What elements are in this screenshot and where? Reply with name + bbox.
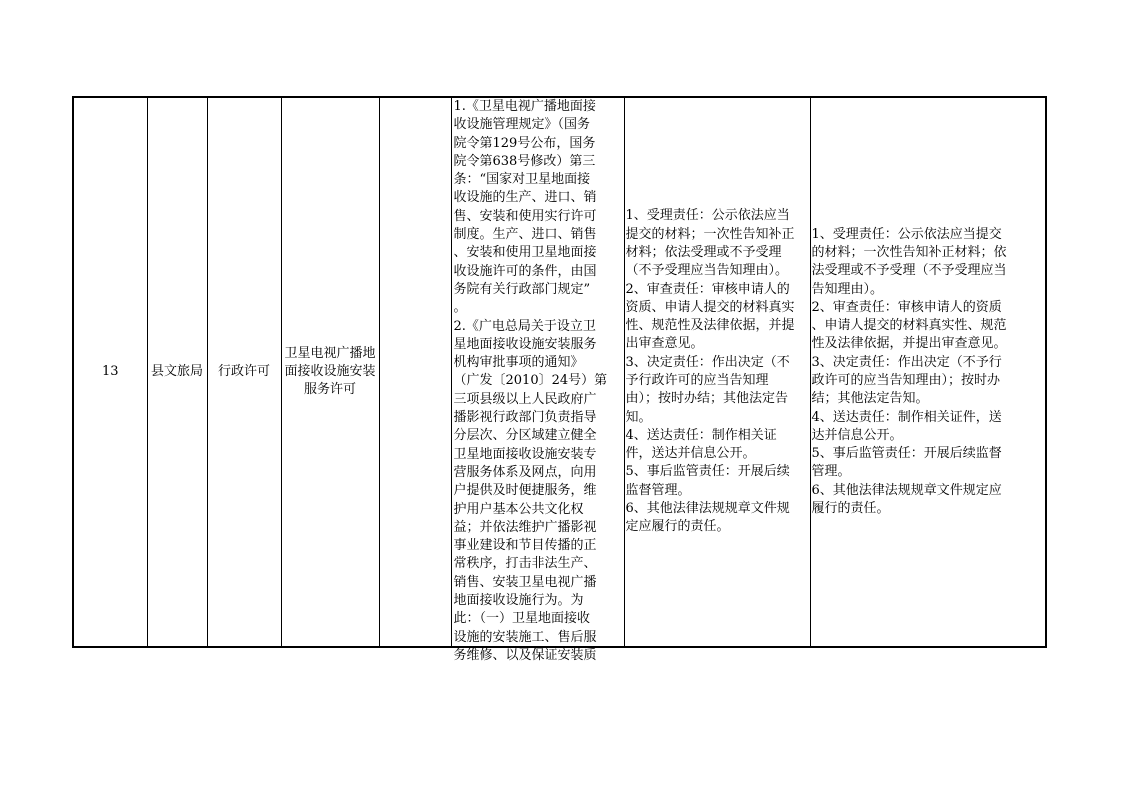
responsibility-line: 资质、申请人提交的材料真实 [625, 299, 795, 315]
legal-basis-line: 院令第129号公布，国务 [453, 135, 596, 151]
legal-basis-line: 事业建设和节目传播的正 [453, 538, 597, 554]
legal-basis-line: 此：（一）卫星地面接收 [453, 611, 591, 627]
responsibility-line: 6、其他法律法规规章文件规 [625, 501, 790, 517]
responsibility-detail-line: 结；其他法定告知。 [811, 391, 929, 407]
table-row [73, 97, 1046, 647]
responsibility-line: 出审查意见。 [625, 336, 704, 352]
responsibility-detail-line: 管理。 [811, 464, 851, 480]
responsibility-line: 1、受理责任：公示依法应当 [625, 208, 790, 224]
legal-basis-line: 机构审批事项的通知》 [453, 355, 584, 371]
responsibility-detail-line: 履行的责任。 [811, 501, 890, 517]
item-name: 卫星电视广播地面接收设施安装服务许可 [284, 345, 376, 398]
legal-basis-line: 三项县级以上人民政府广 [453, 391, 597, 407]
legal-basis-line: 、安装和使用卫星地面接 [453, 245, 597, 261]
legal-basis-line: 收设施管理规定》（国务 [453, 117, 591, 133]
responsibility-line: （不予受理应当告知理由）。 [625, 263, 789, 279]
legal-basis-text [453, 98, 623, 663]
responsibility-line: 由）；按时办结；其他法定告 [625, 391, 789, 407]
responsibility-line: 3、决定责任：作出决定（不 [625, 354, 790, 370]
row-index: 13 [101, 363, 119, 379]
authority-list-table [72, 96, 1047, 663]
legal-basis-line: 地面接收设施行为。为 [453, 593, 584, 609]
legal-basis-line: 益；并依法维护广播影视 [453, 519, 597, 535]
responsibility-detail-cell [810, 97, 1046, 647]
responsibility-detail-line: 3、决定责任：作出决定（不予行 [811, 354, 1002, 370]
legal-basis-line: 分层次、分区域建立健全 [453, 428, 597, 444]
legal-basis-line: 务院有关行政部门规定” [453, 281, 591, 297]
legal-basis-line: 务维修、以及保证安装质 [453, 647, 597, 663]
legal-basis-line: 制度。生产、进口、销售 [453, 227, 597, 243]
legal-basis-line: 收设施许可的条件，由国 [453, 263, 597, 279]
responsibility-line: 知。 [625, 409, 652, 425]
responsibility-text [626, 207, 809, 536]
power-category: 行政许可 [217, 363, 270, 379]
legal-basis-line: 常秩序，打击非法生产、 [453, 556, 597, 572]
legal-basis-line: 。 [453, 300, 467, 316]
responsibility-detail-line: 达并信息公开。 [811, 427, 903, 443]
item-name-cell [281, 97, 379, 647]
legal-basis-line: 播影视行政部门负责指导 [453, 410, 597, 426]
sub-item-cell [379, 97, 451, 647]
responsibility-line: 材料；依法受理或不予受理 [625, 244, 782, 260]
legal-basis-line: 1.《卫星电视广播地面接 [453, 99, 596, 114]
legal-basis-line: （广发〔2010〕24号）第 [453, 373, 608, 389]
responsibility-line: 2、审查责任：审核申请人的 [625, 281, 790, 297]
legal-basis-line: 2.《广电总局关于设立卫 [453, 318, 596, 334]
legal-basis-line: 售、安装和使用实行许可 [453, 208, 597, 224]
legal-basis-line: 销售、安装卫星电视广播 [453, 574, 597, 590]
legal-basis-cell [451, 97, 624, 663]
legal-basis-line: 护用户基本公共文化权 [453, 501, 584, 517]
legal-basis-line: 卫星地面接收设施安装专 [453, 446, 597, 462]
responsibility-line: 4、送达责任：制作相关证 [625, 427, 777, 443]
responsibility-detail-line: 5、事后监管责任：开展后续监督 [811, 446, 1002, 462]
responsibility-detail-text [812, 226, 1045, 519]
category-cell [207, 97, 281, 647]
row-index-cell [73, 97, 147, 647]
responsibility-detail-line: 2、审查责任：审核申请人的资质 [811, 299, 1002, 315]
responsibility-line: 提交的材料；一次性告知补正 [625, 226, 795, 242]
legal-basis-line: 收设施的生产、进口、销 [453, 190, 597, 206]
responsibility-detail-line: 6、其他法律法规规章文件规定应 [811, 482, 1002, 498]
responsibility-line: 5、事后监管责任：开展后续 [625, 464, 790, 480]
legal-basis-line: 设施的安装施工、售后服 [453, 629, 597, 645]
legal-basis-line: 营服务体系及网点，向用 [453, 464, 597, 480]
responsibility-detail-line: 政许可的应当告知理由）；按时办 [811, 373, 1001, 388]
responsibility-detail-line: 告知理由）。 [811, 281, 884, 297]
responsibility-detail-line: 的材料；一次性告知补正材料；依 [811, 244, 1007, 260]
legal-basis-line: 户提供及时便捷服务，维 [453, 483, 597, 499]
department-cell [147, 97, 207, 647]
responsibility-line: 性、规范性及法律依据，并提 [625, 318, 795, 334]
responsibility-detail-line: 法受理或不予受理（不予受理应当 [811, 263, 1007, 279]
responsibility-line: 定应履行的责任。 [625, 519, 730, 535]
responsibility-line: 件，送达并信息公开。 [625, 446, 756, 462]
responsibility-detail-line: 1、受理责任：公示依法应当提交 [811, 226, 1002, 242]
legal-basis-line: 条：“国家对卫星地面接 [453, 172, 591, 188]
responsibility-cell [624, 97, 810, 647]
department: 县文旅局 [150, 363, 203, 379]
responsibility-detail-line: 性及法律依据，并提出审查意见。 [811, 336, 1007, 352]
responsibility-line: 监督管理。 [625, 482, 691, 498]
responsibility-detail-line: 4、送达责任：制作相关证件，送 [811, 409, 1002, 425]
responsibility-detail-line: 、申请人提交的材料真实性、规范 [811, 318, 1007, 334]
responsibility-line: 予行政许可的应当告知理 [625, 373, 769, 388]
legal-basis-line: 院令第638号修改）第三 [453, 153, 596, 169]
legal-basis-line: 星地面接收设施安装服务 [453, 336, 597, 352]
